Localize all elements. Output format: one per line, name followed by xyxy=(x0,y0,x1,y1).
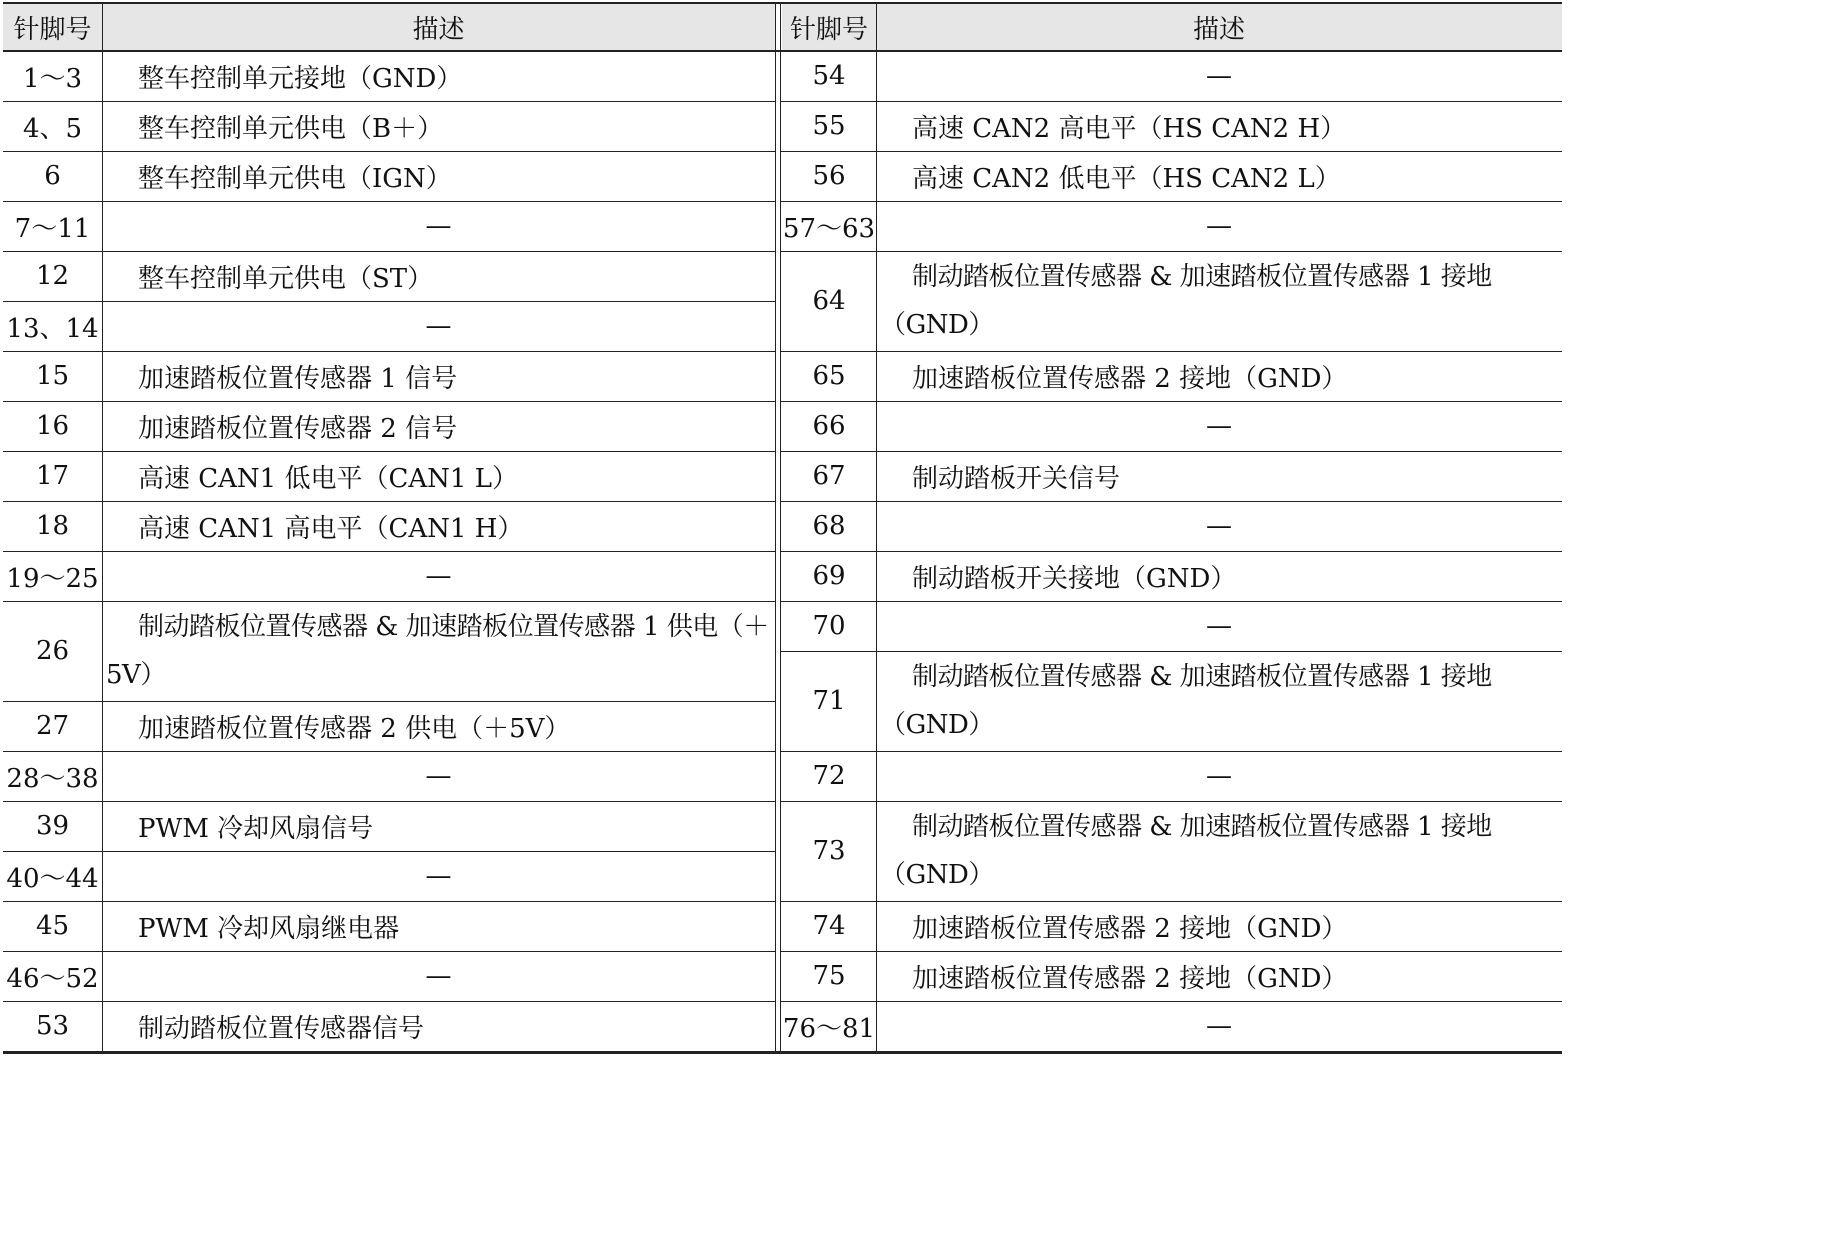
pin-description-cell: 高速 CAN2 高电平（HS CAN2 H） xyxy=(912,113,1347,144)
pin-description-cell: 加速踏板位置传感器 2 接地（GND） xyxy=(912,963,1348,994)
pin-number-cell: 12 xyxy=(35,261,70,291)
pin-description-cell: 制动踏板位置传感器 & 加速踏板位置传感器 1 接地（GND） xyxy=(880,662,1492,740)
pin-description-cell: 整车控制单元接地（GND） xyxy=(138,63,463,94)
pin-number-cell: 13、14 xyxy=(6,313,99,344)
pin-description-cell: 制动踏板位置传感器 & 加速踏板位置传感器 1 供电（＋5V） xyxy=(106,612,769,690)
pin-description-cell: 制动踏板开关信号 xyxy=(912,463,1121,494)
pin-description-cell: PWM 冷却风扇继电器 xyxy=(138,913,400,944)
pin-description-cell: 高速 CAN1 低电平（CAN1 L） xyxy=(138,463,518,494)
pin-description-cell: 高速 CAN1 高电平（CAN1 H） xyxy=(138,513,524,544)
header-pin-left: 针脚号 xyxy=(13,14,92,45)
pin-description-cell: 制动踏板位置传感器 & 加速踏板位置传感器 1 接地（GND） xyxy=(880,812,1492,890)
left-row-separator xyxy=(3,601,775,602)
pin-number-cell: 65 xyxy=(812,361,846,391)
pin-number-cell: 1～3 xyxy=(22,63,83,94)
pin-number-cell: 16 xyxy=(35,411,70,441)
pin-description-cell: 高速 CAN2 低电平（HS CAN2 L） xyxy=(912,163,1341,194)
pin-number-cell: 54 xyxy=(812,61,846,91)
pin-number-cell: 18 xyxy=(35,511,70,541)
pin-number-cell: 57～63 xyxy=(782,213,876,244)
right-row-separator xyxy=(781,251,1562,252)
pin-description-cell: PWM 冷却风扇信号 xyxy=(138,813,374,844)
pin-number-cell: 27 xyxy=(35,711,70,741)
pin-number-cell: 64 xyxy=(812,286,846,316)
pin-description-cell: 加速踏板位置传感器 2 接地（GND） xyxy=(912,913,1348,944)
pin-number-cell: 7～11 xyxy=(14,213,91,244)
table-top-rule xyxy=(3,2,1562,4)
pin-number-cell: 26 xyxy=(35,636,70,666)
pin-number-cell: 56 xyxy=(812,161,846,191)
pin-number-cell: 40～44 xyxy=(6,863,99,894)
pin-number-cell: 70 xyxy=(812,611,846,641)
pin-number-cell: 4、5 xyxy=(22,113,83,144)
pin-description-cell: — xyxy=(425,961,452,991)
pin-number-cell: 46～52 xyxy=(6,963,99,994)
pin-description-cell: 整车控制单元供电（IGN） xyxy=(138,163,452,194)
pin-description-cell: 整车控制单元供电（B＋） xyxy=(138,113,444,144)
pin-number-cell: 53 xyxy=(35,1011,70,1041)
right-row-separator xyxy=(781,651,1562,652)
pin-number-cell: 72 xyxy=(812,761,846,791)
pin-number-cell: 55 xyxy=(812,111,846,141)
pin-number-cell: 39 xyxy=(35,811,70,841)
pin-description-cell: — xyxy=(425,761,452,791)
pin-description-cell: 制动踏板位置传感器 & 加速踏板位置传感器 1 接地（GND） xyxy=(880,262,1492,340)
pin-number-cell: 76～81 xyxy=(782,1013,876,1044)
pin-description-cell: — xyxy=(1206,211,1232,241)
pin-description-cell: — xyxy=(1206,61,1232,91)
pin-description-cell: 加速踏板位置传感器 2 供电（＋5V） xyxy=(138,713,571,744)
pin-number-cell: 15 xyxy=(35,361,70,391)
pin-description-cell: — xyxy=(425,861,452,891)
pin-description-cell: 制动踏板开关接地（GND） xyxy=(912,563,1237,594)
pin-number-cell: 66 xyxy=(812,411,846,441)
center-double-rule-b xyxy=(780,2,781,1053)
pin-number-cell: 17 xyxy=(35,461,70,491)
pin-number-cell: 74 xyxy=(812,911,846,941)
pin-description-cell: — xyxy=(1206,761,1232,791)
pin-number-cell: 71 xyxy=(812,686,846,716)
pin-number-cell: 6 xyxy=(44,161,61,191)
pin-description-cell: — xyxy=(425,561,452,591)
pin-description-cell: 加速踏板位置传感器 2 信号 xyxy=(138,413,458,444)
pin-number-cell: 68 xyxy=(812,511,846,541)
pin-description-cell: — xyxy=(1206,411,1232,441)
pin-description-cell: — xyxy=(425,311,452,341)
pin-number-cell: 67 xyxy=(812,461,846,491)
pin-description-cell: 制动踏板位置传感器信号 xyxy=(138,1013,425,1044)
pin-number-cell: 75 xyxy=(812,961,846,991)
table-bottom-rule xyxy=(3,1051,1562,1054)
header-description-left: 描述 xyxy=(412,14,465,45)
pin-description-cell: — xyxy=(425,211,452,241)
pin-description-cell: — xyxy=(1206,1011,1232,1041)
pin-description-cell: 整车控制单元供电（ST） xyxy=(138,263,434,294)
pin-number-cell: 28～38 xyxy=(6,763,99,794)
header-pin-right: 针脚号 xyxy=(789,14,868,45)
pin-number-cell: 45 xyxy=(35,911,70,941)
center-double-rule-a xyxy=(775,2,776,1053)
right-row-separator xyxy=(781,801,1562,802)
pin-number-cell: 19～25 xyxy=(6,563,99,594)
pin-description-cell: — xyxy=(1206,511,1232,541)
header-description-right: 描述 xyxy=(1192,14,1245,45)
pin-number-cell: 69 xyxy=(812,561,846,591)
pin-description-cell: 加速踏板位置传感器 2 接地（GND） xyxy=(912,363,1348,394)
pin-description-cell: — xyxy=(1206,611,1232,641)
pin-description-cell: 加速踏板位置传感器 1 信号 xyxy=(138,363,458,394)
pin-number-cell: 73 xyxy=(812,836,846,866)
